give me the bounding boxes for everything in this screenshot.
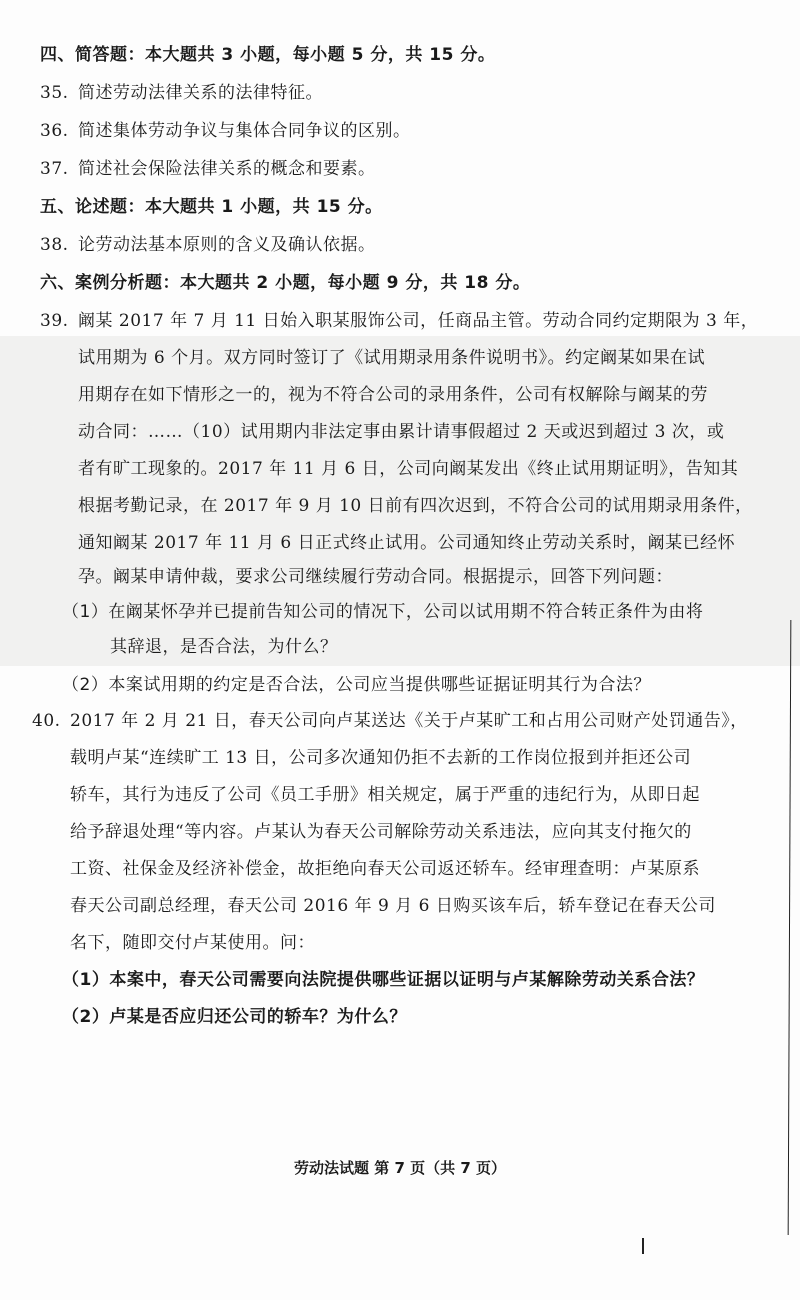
question-39-line-6: 根据考勤记录，在 2017 年 9 月 10 日前有四次迟到，不符合公司的试用期录用条件， — [78, 496, 753, 516]
page-footer: 劳动法试题 第 7 页（共 7 页） — [294, 1159, 506, 1177]
question-39-line-8: 孕。阚某申请仲裁，要求公司继续履行劳动合同。根据提示，回答下列问题： — [78, 567, 673, 587]
text-line: 2017 年 2 月 21 日，春天公司向卢某送达《关于卢某旷工和占用公司财产处罚通告》， — [70, 711, 748, 731]
question-39-line-4: 动合同：……（10）试用期内非法定事由累计请事假超过 2 天或迟到超过 3 次，或 — [78, 422, 725, 442]
text-line: 阚某 2017 年 7 月 11 日始入职某服饰公司，任商品主管。劳动合同约定期限为 3 年， — [78, 311, 759, 331]
question-40-line-7: 名下，随即交付卢某使用。问： — [70, 933, 315, 953]
question-number: 35. — [40, 83, 69, 103]
question-37 — [40, 154, 376, 179]
question-39-line-3: 用期存在如下情形之一的，视为不符合公司的录用条件，公司有权解除与阚某的劳 — [78, 385, 708, 405]
question-39-sub-2: （2）本案试用期的约定是否合法，公司应当提供哪些证据证明其行为合法？ — [62, 675, 651, 695]
margin-rule — [788, 620, 792, 1235]
section-6-heading: 六、案例分析题：本大题共 2 小题，每小题 9 分，共 18 分。 — [40, 273, 531, 293]
question-40-line-1 — [32, 706, 748, 731]
section-5-heading: 五、论述题：本大题共 1 小题，共 15 分。 — [40, 197, 383, 217]
question-40-line-3: 轿车，其行为违反了公司《员工手册》相关规定，属于严重的违纪行为，从即日起 — [70, 785, 700, 805]
question-number: 40. — [32, 711, 61, 731]
question-38 — [40, 230, 376, 255]
question-39-sub-1-line-1: （1）在阚某怀孕并已提前告知公司的情况下，公司以试用期不符合转正条件为由将 — [62, 602, 704, 622]
question-40-line-4: 给予辞退处理“等内容。卢某认为春天公司解除劳动关系违法，应向其支付拖欠的 — [70, 822, 692, 842]
question-number: 37. — [40, 159, 69, 179]
question-40-line-5: 工资、社保金及经济补偿金，故拒绝向春天公司返还轿车。经审理查明：卢某原系 — [70, 859, 700, 879]
question-number: 36. — [40, 121, 69, 141]
question-40-sub-1: （1）本案中，春天公司需要向法院提供哪些证据以证明与卢某解除劳动关系合法？ — [62, 970, 705, 990]
question-40-line-6: 春天公司副总经理，春天公司 2016 年 9 月 6 日购买该车后，轿车登记在春天公司 — [70, 896, 716, 916]
question-39-line-1 — [40, 306, 758, 331]
question-number: 38. — [40, 235, 69, 255]
section-4-heading: 四、简答题：本大题共 3 小题，每小题 5 分，共 15 分。 — [40, 45, 496, 65]
question-text: 简述集体劳动争议与集体合同争议的区别。 — [78, 121, 411, 141]
question-number: 39. — [40, 311, 69, 331]
question-text: 论劳动法基本原则的含义及确认依据。 — [78, 235, 376, 255]
question-39-line-2: 试用期为 6 个月。双方同时签订了《试用期录用条件说明书》。约定阚某如果在试 — [78, 348, 706, 368]
question-39-line-5: 者有旷工现象的。2017 年 11 月 6 日，公司向阚某发出《终止试用期证明》，告知其 — [78, 459, 739, 479]
question-35 — [40, 78, 323, 103]
question-40-sub-2: （2）卢某是否应归还公司的轿车？为什么？ — [62, 1007, 407, 1027]
question-text: 简述社会保险法律关系的概念和要素。 — [78, 159, 376, 179]
question-text: 简述劳动法律关系的法律特征。 — [78, 83, 323, 103]
question-40-line-2: 载明卢某“连续旷工 13 日，公司多次通知仍拒不去新的工作岗位报到并拒还公司 — [70, 748, 692, 768]
scan-mark — [642, 1238, 644, 1254]
question-36 — [40, 116, 411, 141]
question-39-sub-1-line-2: 其辞退，是否合法，为什么？ — [110, 637, 338, 657]
question-39-line-7: 通知阚某 2017 年 11 月 6 日正式终止试用。公司通知终止劳动关系时，阚某已经怀 — [78, 533, 736, 553]
